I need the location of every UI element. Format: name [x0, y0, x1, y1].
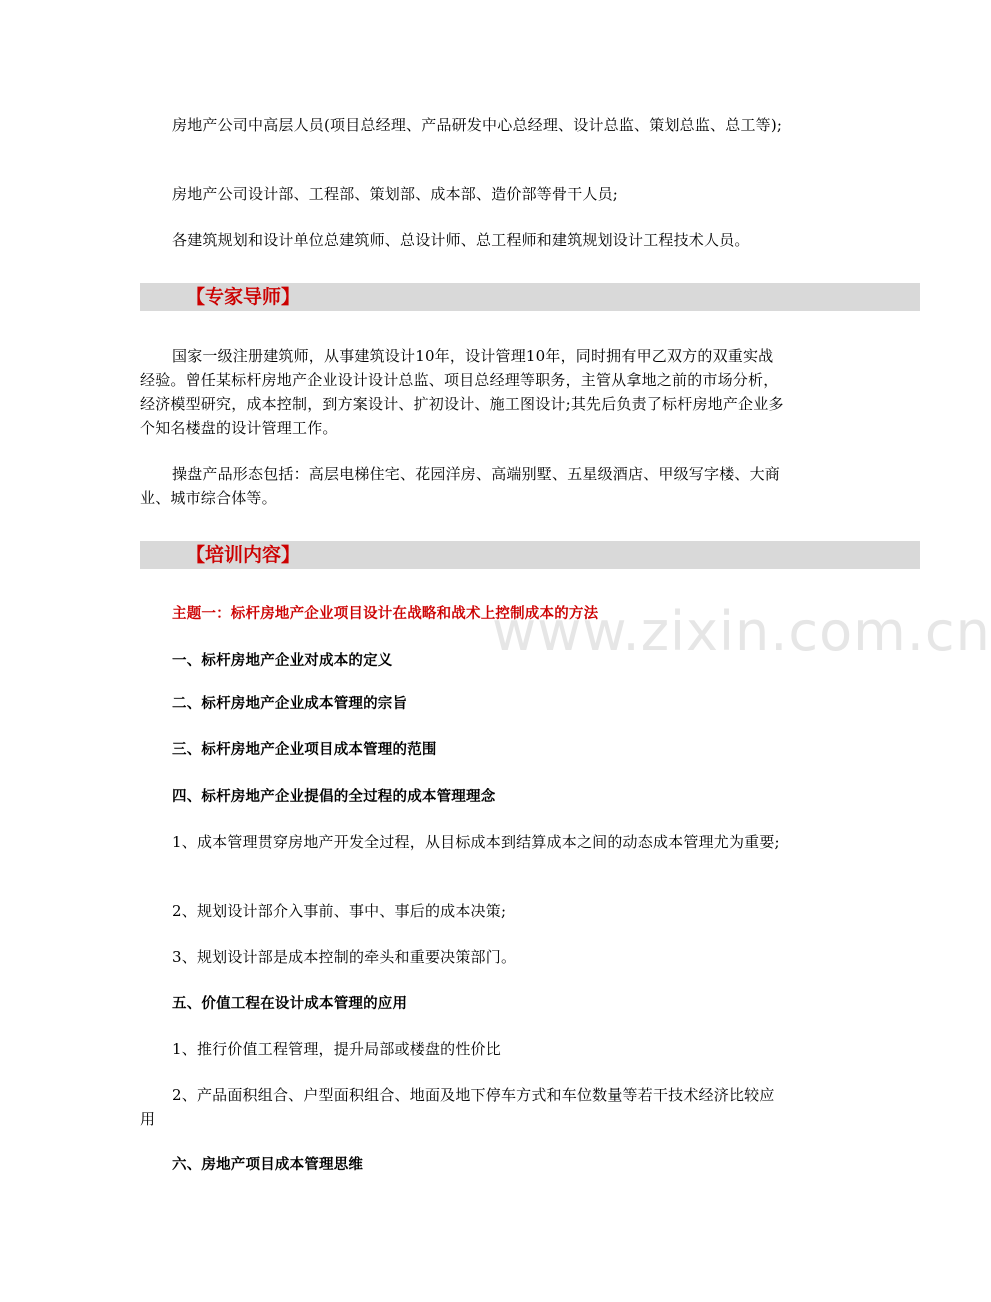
expert-paragraph-1: 国家一级注册建筑师，从事建筑设计10年，设计管理10年，同时拥有甲乙双方的双重实战经验。曾任某标杆房地产企业设计设计总监、项目总经理等职务，主管从拿地之前的市场分析，经济模型研究，成本控制，到方案设计、扩初设计、施工图设计;其先后负责了标杆房地产企业多个知名楼盘的设计管理工作。 — [140, 347, 784, 437]
training-section-bar — [140, 541, 920, 569]
section-4-heading: 四、标杆房地产企业提倡的全过程的成本管理理念 — [172, 789, 496, 805]
section-5-item-2: 2、产品面积组合、户型面积组合、地面及地下停车方式和车位数量等若干技术经济比较应用 — [140, 1086, 775, 1128]
section-3-heading: 三、标杆房地产企业项目成本管理的范围 — [172, 742, 437, 758]
expert-paragraph-2: 操盘产品形态包括：高层电梯住宅、花园洋房、高端别墅、五星级酒店、甲级写字楼、大商业、城市综合体等。 — [140, 465, 781, 507]
audience-paragraph-2: 房地产公司设计部、工程部、策划部、成本部、造价部等骨干人员; — [172, 185, 619, 203]
audience-paragraph-1: 房地产公司中高层人员(项目总经理、产品研发中心总经理、设计总监、策划总监、总工等); — [172, 116, 783, 134]
section-4-item-3: 3、规划设计部是成本控制的牵头和重要决策部门。 — [172, 948, 517, 966]
section-2-heading: 二、标杆房地产企业成本管理的宗旨 — [172, 696, 408, 712]
section-4-item-1: 1、成本管理贯穿房地产开发全过程，从目标成本到结算成本之间的动态成本管理尤为重要; — [172, 833, 780, 851]
section-5-heading: 五、价值工程在设计成本管理的应用 — [172, 996, 408, 1012]
audience-paragraph-3: 各建筑规划和设计单位总建筑师、总设计师、总工程师和建筑规划设计工程技术人员。 — [172, 231, 750, 249]
expert-section-bar — [140, 283, 920, 311]
section-6-heading: 六、房地产项目成本管理思维 — [172, 1157, 364, 1173]
section-4-item-2: 2、规划设计部介入事前、事中、事后的成本决策; — [172, 902, 507, 920]
training-heading: 【培训内容】 — [186, 544, 301, 566]
section-5-item-1: 1、推行价值工程管理，提升局部或楼盘的性价比 — [172, 1040, 501, 1058]
expert-heading: 【专家导师】 — [186, 286, 301, 308]
section-1-heading: 一、标杆房地产企业对成本的定义 — [172, 653, 393, 669]
watermark: www.zixin.com.cn — [492, 600, 991, 663]
training-topic: 主题一：标杆房地产企业项目设计在战略和战术上控制成本的方法 — [172, 606, 599, 622]
